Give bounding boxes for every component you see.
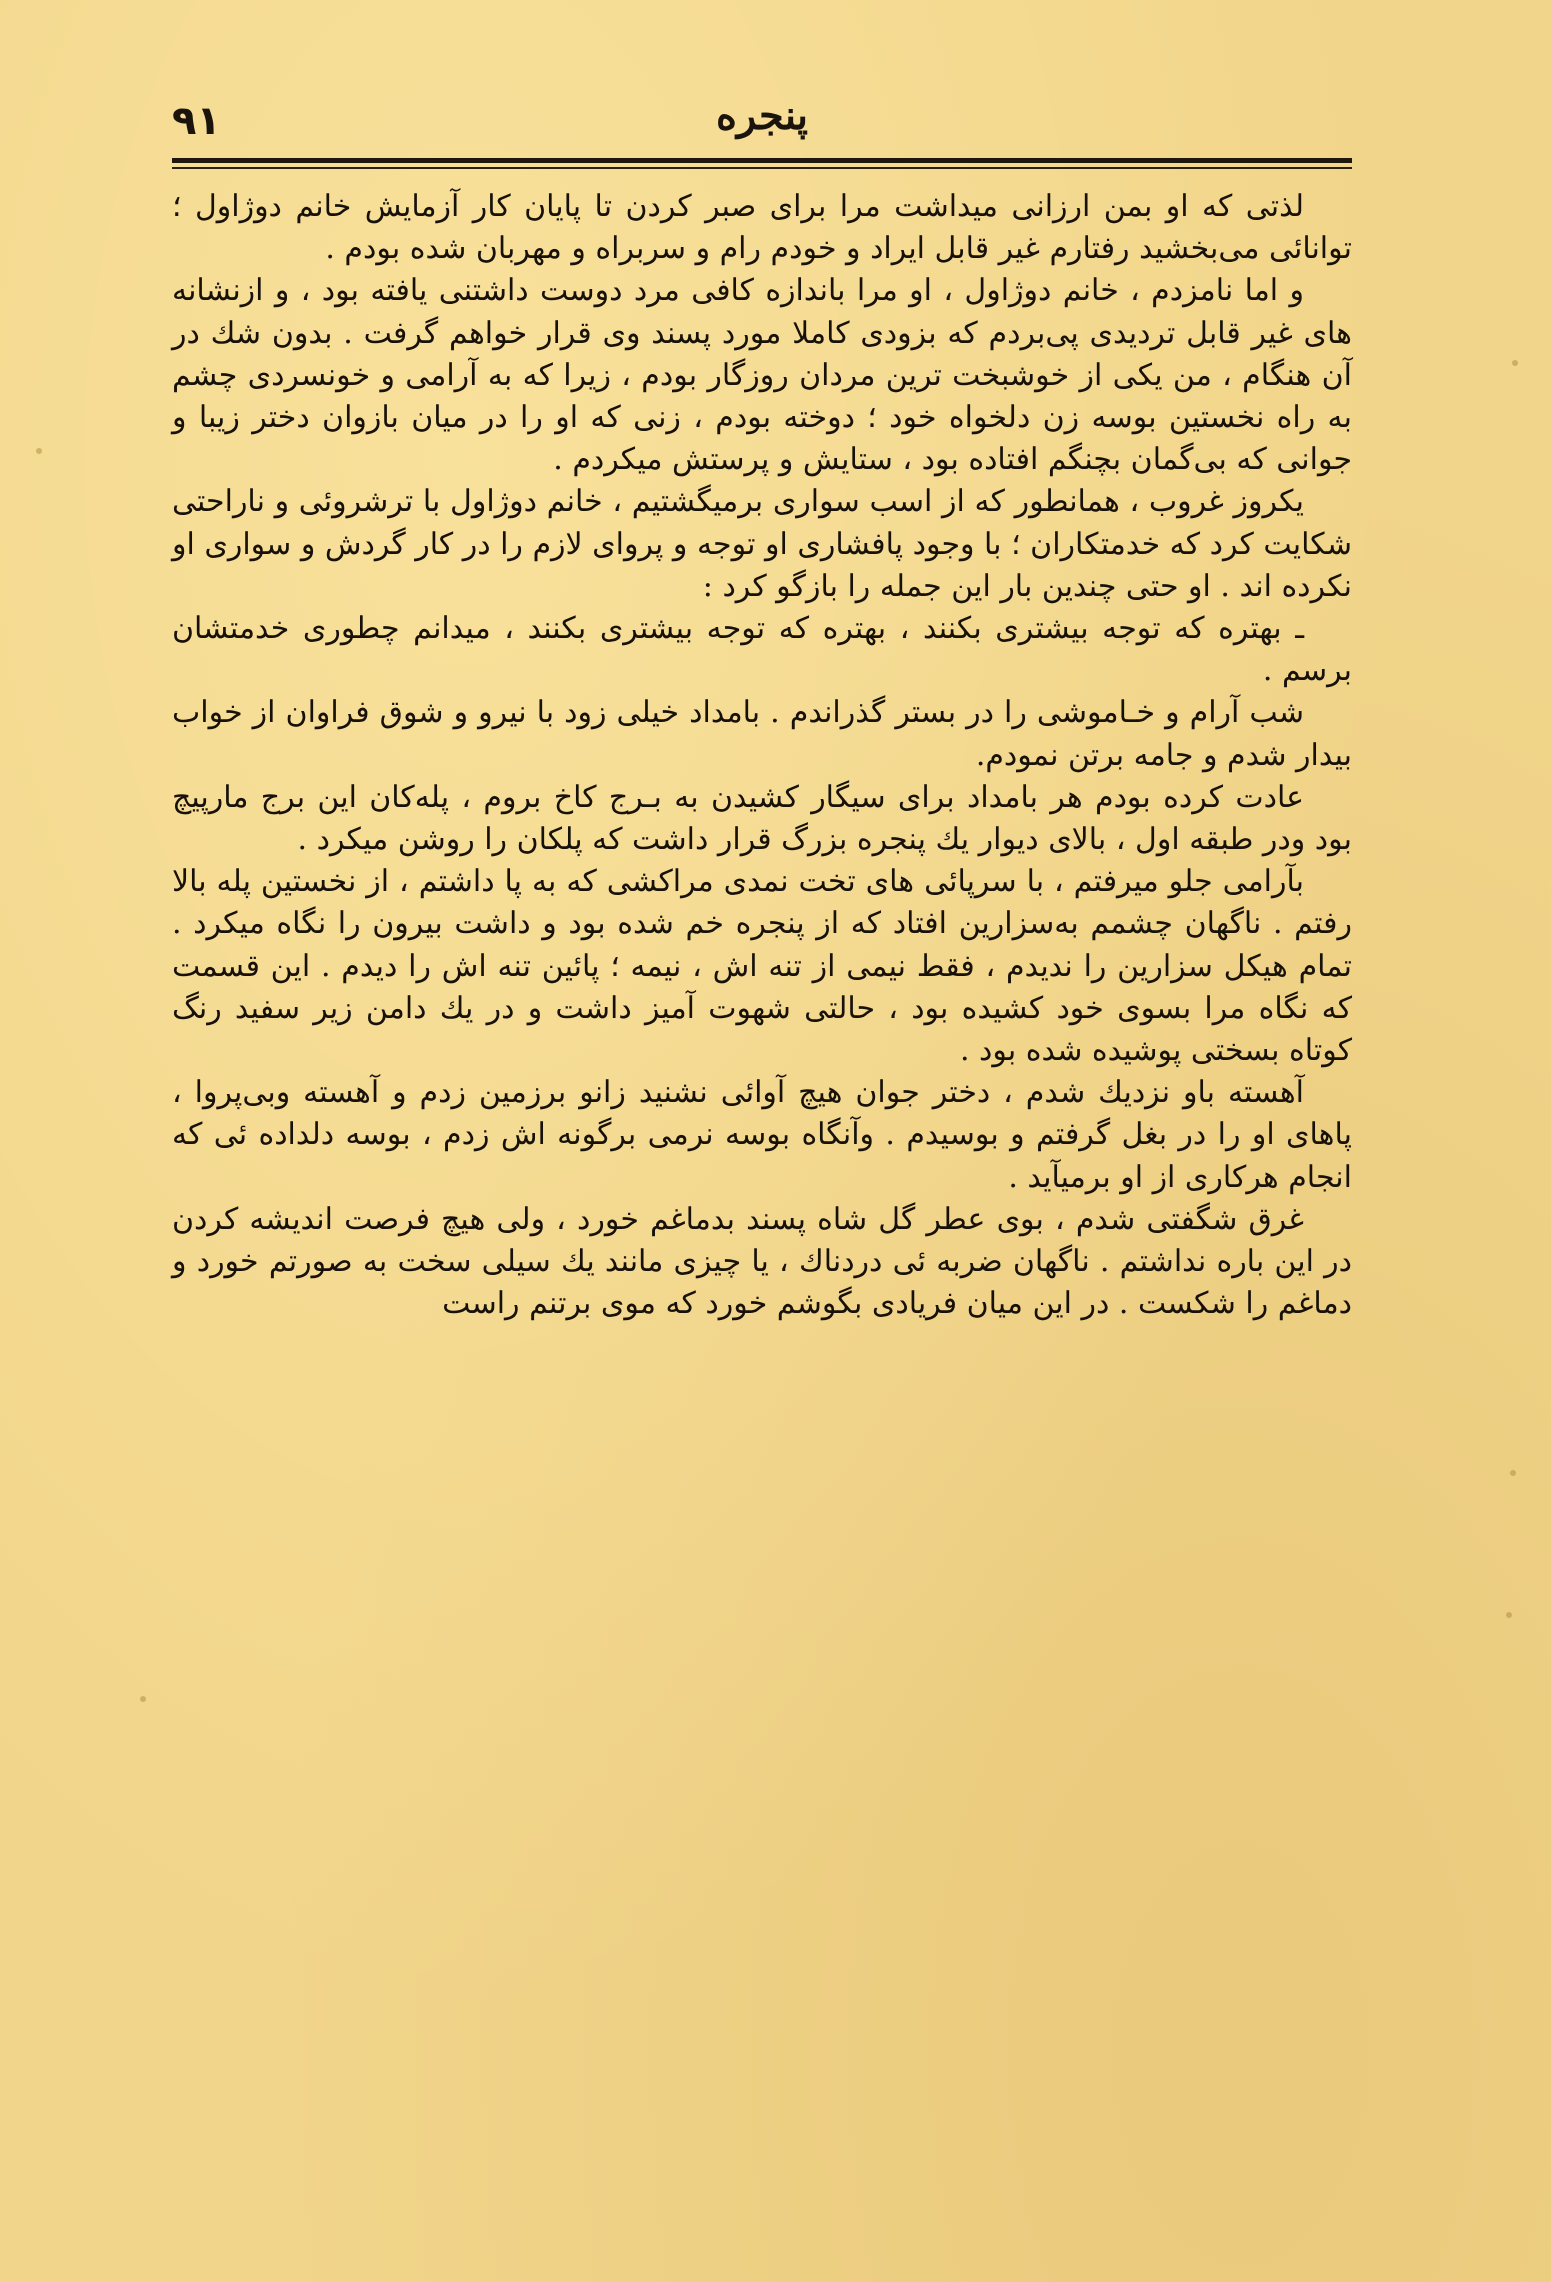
page-header: [172, 86, 1352, 166]
paragraph-2: و اما نامزدم ، خانم دوژاول ، او مرا باندازه کافی مرد دوست داشتنی یافته بود ، و ازنشانه های غیر قابل تردیدی پی‌بردم که بزودی کاملا مورد پسند وی قرار خواهم گرفت . بدون شك در آن هنگام ، من یکی از خوشبخت ترین مردان روزگار بودم ، زیرا که به آرامی و خونسردی چشم به راه نخستین بوسه زن دلخواه خود ؛ دوخته بودم ، زنی که او را در میان بازوان دختر زیبا و جوانی که بی‌گمان بچنگم افتاده بود ، ستایش و پرستش میکردم .: [172, 273, 1352, 478]
body-text: [172, 186, 1352, 1325]
paper-speck: [1512, 360, 1518, 366]
paragraph-6: عادت کرده بودم هر بامداد برای سیگار کشیدن به بـرج کاخ بروم ، پله‌کان این برج مارپیچ بود ودر طبقه اول ، بالای دیوار یك پنجره بزرگ قرار داشت که پلکان را روشن میکرد .: [172, 779, 1352, 858]
paragraph-1: لذتی که او بمن ارزانی میداشت مرا برای صبر کردن تا پایان کار آزمایش خانم دوژاول ؛ توانائی می‌بخشید رفتارم غیر قابل ایراد و خودم رام و سربراه و مهربان شده بودم .: [172, 189, 1352, 267]
running-title: پنجره: [715, 92, 809, 139]
paragraph-3: یکروز غروب ، همانطور که از اسب سواری برمیگشتیم ، خانم دوژاول با ترشروئی و ناراحتی شکایت کرد که خدمتکاران ؛ با وجود پافشاری او توجه و پروای لازم را در کار گردش و سواری او نکرده اند . او حتی چندین بار این جمله را بازگو کرد :: [172, 484, 1352, 604]
paper-speck: [1510, 1470, 1516, 1476]
paper-speck: [140, 1696, 146, 1702]
paragraph-5: شب آرام و خـاموشی را در بستر گذراندم . بامداد خیلی زود با نیرو و شوق فراوان از خواب بیدار شدم و جامه برتن نمودم.: [172, 695, 1352, 773]
page-number: ۹۱: [172, 98, 221, 144]
paragraph-7: بآرامی جلو میرفتم ، با سرپائی های تخت نمدی مراکشی که به پا داشتم ، از نخستین پله بالا رفتم . ناگهان چشمم به‌سزارین افتاد که از پنجره خم شده بود و داشت بیرون را نگاه میکرد . تمام هیکل سزارین را ندیدم ، فقط نیمی از تنه اش ، نیمه ؛ پائین تنه اش را دیدم . این قسمت که نگاه مرا بسوی خود کشیده بود ، حالتی شهوت آمیز داشت و در یك دامن زیر سفید رنگ کوتاه بسختی پوشیده شده بود .: [172, 864, 1352, 1069]
paper-speck: [1506, 1612, 1512, 1618]
paragraph-8: آهسته باو نزدیك شدم ، دختر جوان هیچ آوائی نشنید زانو برزمین زدم و آهسته وبی‌پروا ، پاهای او را در بغل گرفتم و بوسیدم . وآنگاه بوسه نرمی برگونه اش زدم ، بوسه دلداده ئی که انجام هرکاری از او برمیآید .: [172, 1075, 1352, 1195]
paragraph-9: غرق شگفتی شدم ، بوی عطر گل شاه پسند بدماغم خورد ، ولی هیچ فرصت اندیشه کردن در این باره نداشتم . ناگهان ضربه ئی دردناك ، یا چیزی مانند یك سیلی سخت به صورتم خورد و دماغم را شکست . در این میان فریادی بگوشم خورد که موی برتنم راست: [172, 1201, 1352, 1322]
header-rule: [172, 158, 1352, 163]
paragraph-4: ـ بهتره که توجه بیشتری بکنند ، بهتره که توجه بیشتری بکنند ، میدانم چطوری خدمتشان برسم .: [172, 611, 1352, 689]
header-rule-thin: [172, 167, 1352, 169]
paper-speck: [36, 448, 42, 454]
